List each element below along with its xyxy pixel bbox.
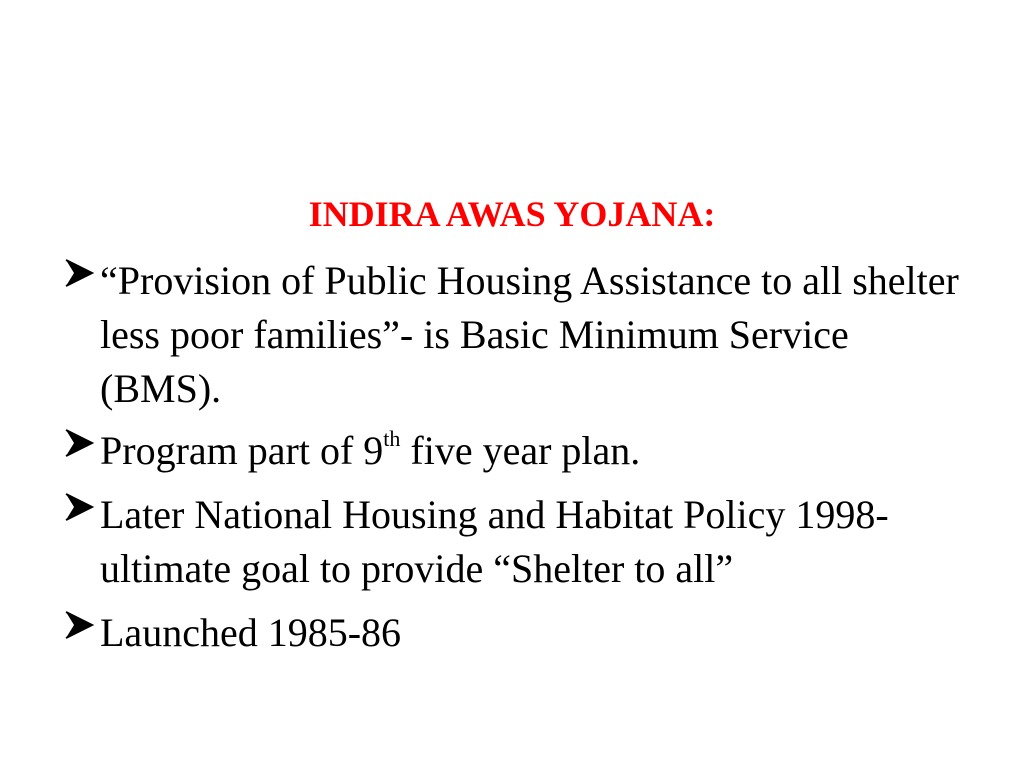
arrow-bullet-icon xyxy=(64,428,94,458)
arrow-bullet-icon xyxy=(64,492,94,522)
arrow-bullet-icon xyxy=(64,258,94,288)
bullet-item xyxy=(64,254,964,416)
bullet-item xyxy=(64,488,964,596)
arrow-bullet-icon xyxy=(64,610,94,640)
bullet-text: “Provision of Public Housing Assistance to all shelter less poor families”- is Basic Minimum Service (BMS). xyxy=(100,258,959,411)
bullet-text-before: Program part of 9 xyxy=(100,428,384,473)
bullet-superscript: th xyxy=(383,426,401,451)
bullet-item xyxy=(64,424,964,478)
slide-title: INDIRA AWAS YOJANA: xyxy=(308,194,716,234)
bullet-text: Later National Housing and Habitat Policy 1998-ultimate goal to provide “Shelter to all” xyxy=(100,492,889,591)
bullet-text-after: five year plan. xyxy=(400,428,641,473)
bullet-text: Launched 1985-86 xyxy=(100,610,402,655)
bullet-list xyxy=(64,254,964,670)
bullet-item xyxy=(64,606,964,660)
